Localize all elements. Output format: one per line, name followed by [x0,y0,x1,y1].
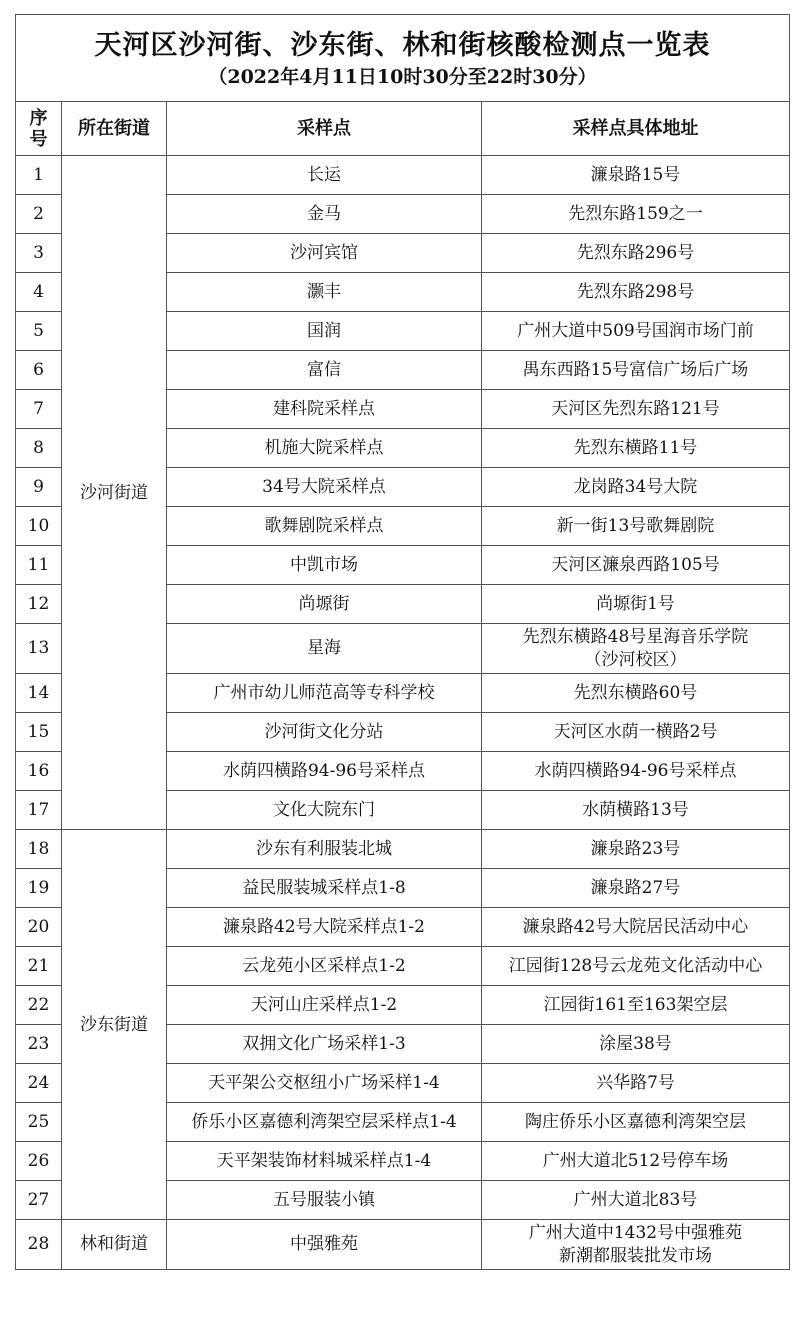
row-number: 15 [16,713,62,752]
header-street: 所在街道 [62,102,167,156]
site-address: 天河区先烈东路121号 [482,390,790,429]
site-address: 广州大道中1432号中强雅苑 新潮都服装批发市场 [482,1220,790,1270]
row-number: 8 [16,429,62,468]
row-number: 25 [16,1103,62,1142]
site-name: 机施大院采样点 [167,429,482,468]
site-address: 陶庄侨乐小区嘉德利湾架空层 [482,1103,790,1142]
site-name: 沙河街文化分站 [167,713,482,752]
title-cell [16,15,790,102]
site-address: 天河区濂泉西路105号 [482,546,790,585]
site-name: 濂泉路42号大院采样点1-2 [167,908,482,947]
site-name: 天河山庄采样点1-2 [167,986,482,1025]
street-shadong: 沙东街道 [62,830,167,1220]
site-address: 禺东西路15号富信广场后广场 [482,351,790,390]
site-name: 天平架装饰材料城采样点1-4 [167,1142,482,1181]
row-number: 4 [16,273,62,312]
site-address: 先烈东路296号 [482,234,790,273]
street-linhe: 林和街道 [62,1220,167,1270]
row-number: 1 [16,156,62,195]
row-number: 19 [16,869,62,908]
site-address: 天河区水荫一横路2号 [482,713,790,752]
site-address: 兴华路7号 [482,1064,790,1103]
row-number: 28 [16,1220,62,1270]
row-number: 6 [16,351,62,390]
site-address: 江园街161至163架空层 [482,986,790,1025]
site-address: 新一街13号歌舞剧院 [482,507,790,546]
site-address: 先烈东横路11号 [482,429,790,468]
site-address: 龙岗路34号大院 [482,468,790,507]
site-name: 双拥文化广场采样1-3 [167,1025,482,1064]
site-name: 文化大院东门 [167,791,482,830]
site-address: 先烈东路298号 [482,273,790,312]
row-number: 2 [16,195,62,234]
site-address: 濂泉路27号 [482,869,790,908]
site-name: 中强雅苑 [167,1220,482,1270]
site-name: 金马 [167,195,482,234]
site-address: 先烈东横路48号星海音乐学院 （沙河校区） [482,624,790,674]
site-name: 歌舞剧院采样点 [167,507,482,546]
row-number: 22 [16,986,62,1025]
document-title: 天河区沙河街、沙东街、林和街核酸检测点一览表 [94,30,711,61]
table-row [16,830,790,869]
site-name: 灏丰 [167,273,482,312]
table-row [16,1220,790,1270]
site-address: 濂泉路23号 [482,830,790,869]
site-address: 水荫四横路94-96号采样点 [482,752,790,791]
site-name: 益民服装城采样点1-8 [167,869,482,908]
site-address: 广州大道北83号 [482,1181,790,1220]
table-header-row [16,102,790,156]
row-number: 13 [16,624,62,674]
site-name: 尚塬街 [167,585,482,624]
site-address: 水荫横路13号 [482,791,790,830]
row-number: 20 [16,908,62,947]
site-address: 濂泉路15号 [482,156,790,195]
site-address: 先烈东横路60号 [482,674,790,713]
row-number: 16 [16,752,62,791]
row-number: 14 [16,674,62,713]
row-number: 9 [16,468,62,507]
table-row [16,156,790,195]
site-address: 濂泉路42号大院居民活动中心 [482,908,790,947]
site-name: 侨乐小区嘉德利湾架空层采样点1-4 [167,1103,482,1142]
site-name: 长运 [167,156,482,195]
row-number: 11 [16,546,62,585]
site-name: 天平架公交枢纽小广场采样1-4 [167,1064,482,1103]
row-number: 7 [16,390,62,429]
header-address: 采样点具体地址 [482,102,790,156]
row-number: 26 [16,1142,62,1181]
row-number: 23 [16,1025,62,1064]
row-number: 24 [16,1064,62,1103]
header-seq: 序 号 [16,102,62,156]
row-number: 5 [16,312,62,351]
site-name: 国润 [167,312,482,351]
site-name: 34号大院采样点 [167,468,482,507]
row-number: 18 [16,830,62,869]
row-number: 21 [16,947,62,986]
site-name: 建科院采样点 [167,390,482,429]
site-address: 江园街128号云龙苑文化活动中心 [482,947,790,986]
site-name: 中凯市场 [167,546,482,585]
site-name: 广州市幼儿师范高等专科学校 [167,674,482,713]
row-number: 17 [16,791,62,830]
site-address: 尚塬街1号 [482,585,790,624]
testing-sites-table [15,14,790,1270]
site-name: 星海 [167,624,482,674]
street-shahe: 沙河街道 [62,156,167,830]
header-site: 采样点 [167,102,482,156]
site-name: 云龙苑小区采样点1-2 [167,947,482,986]
site-name: 水荫四横路94-96号采样点 [167,752,482,791]
site-address: 涂屋38号 [482,1025,790,1064]
row-number: 10 [16,507,62,546]
row-number: 27 [16,1181,62,1220]
site-name: 富信 [167,351,482,390]
site-name: 五号服装小镇 [167,1181,482,1220]
document-subtitle: （2022年4月11日10时30分至22时30分） [208,66,597,88]
site-address: 先烈东路159之一 [482,195,790,234]
site-address: 广州大道北512号停车场 [482,1142,790,1181]
site-address: 广州大道中509号国润市场门前 [482,312,790,351]
row-number: 3 [16,234,62,273]
site-name: 沙河宾馆 [167,234,482,273]
site-name: 沙东有利服装北城 [167,830,482,869]
row-number: 12 [16,585,62,624]
